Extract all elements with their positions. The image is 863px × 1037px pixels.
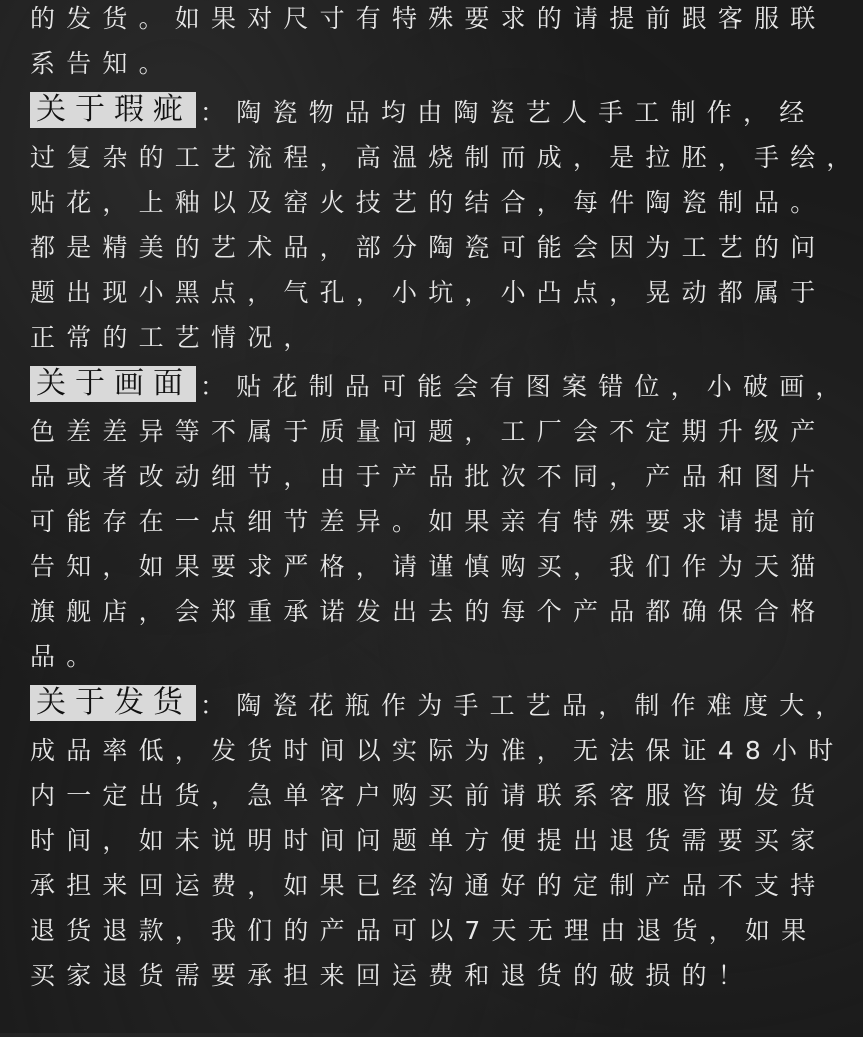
text-line: 买家退货需要承担来回运费和退货的破损的！ xyxy=(30,961,755,990)
text-line: ：贴花制品可能会有图案错位，小破画， xyxy=(200,372,852,401)
text-line: 可能存在一点细节差异。如果亲有特殊要求请提前 xyxy=(30,507,827,536)
text-line: 贴花，上釉以及窑火技艺的结合，每件陶瓷制品。 xyxy=(30,188,827,217)
text-line: 正常的工艺情况， xyxy=(30,323,320,352)
text-line: 题出现小黑点，气孔，小坑，小凸点，晃动都属于 xyxy=(30,278,827,307)
text-line: ：陶瓷花瓶作为手工艺品，制作难度大， xyxy=(200,691,852,720)
section-pattern xyxy=(30,364,852,679)
section-heading-defects: 关于瑕疵 xyxy=(30,92,196,128)
text-line: 内一定出货，急单客户购买前请联系客服咨询发货 xyxy=(30,781,827,810)
text-line: 品或者改动细节，由于产品批次不同，产品和图片 xyxy=(30,462,827,491)
section-heading-shipping: 关于发货 xyxy=(30,685,196,721)
text-line: 色差差异等不属于质量问题，工厂会不定期升级产 xyxy=(30,417,827,446)
section-heading-pattern: 关于画面 xyxy=(30,366,196,402)
section-defects xyxy=(30,90,863,360)
text-line: 的发货。如果对尺寸有特殊要求的请提前跟客服联 xyxy=(30,4,827,33)
text-line: 告知，如果要求严格，请谨慎购买，我们作为天猫 xyxy=(30,552,827,581)
text-line: 系告知。 xyxy=(30,49,175,78)
text-line: 都是精美的艺术品，部分陶瓷可能会因为工艺的问 xyxy=(30,233,827,262)
text-line: ：陶瓷物品均由陶瓷艺人手工制作，经 xyxy=(200,98,816,127)
section-first-line xyxy=(30,90,816,135)
section-shipping xyxy=(30,683,852,998)
section-first-line xyxy=(30,364,852,409)
text-line: 旗舰店，会郑重承诺发出去的每个产品都确保合格 xyxy=(30,597,827,626)
text-line: 品。 xyxy=(30,642,103,671)
text-line: 过复杂的工艺流程，高温烧制而成，是拉胚，手绘， xyxy=(30,143,863,172)
text-line: 承担来回运费，如果已经沟通好的定制产品不支持 xyxy=(30,871,827,900)
text-line: 退货退款，我们的产品可以7天无理由退货，如果 xyxy=(30,916,818,945)
intro-paragraph xyxy=(30,0,827,86)
section-first-line xyxy=(30,683,852,728)
text-line: 成品率低，发货时间以实际为准，无法保证48小时 xyxy=(30,736,845,765)
text-line: 时间，如未说明时间问题单方便提出退货需要买家 xyxy=(30,826,827,855)
